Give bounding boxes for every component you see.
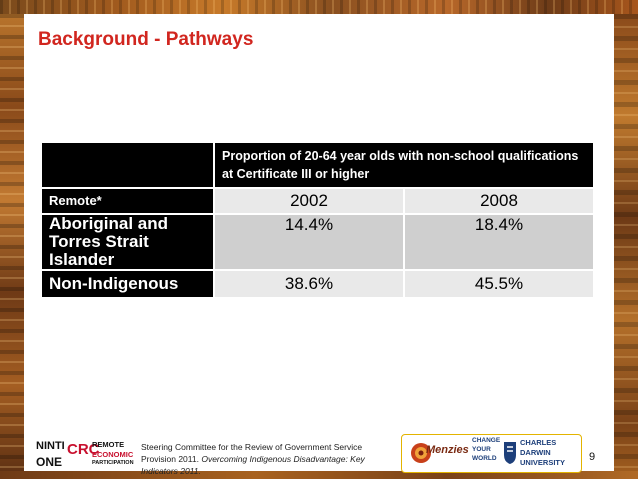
pathways-table: [40, 141, 595, 299]
menzies-logo-text: Menzies: [426, 444, 469, 456]
cdu-university-text: UNIVERSITY: [520, 458, 566, 467]
table-header-row: [41, 142, 594, 188]
value-cell: 18.4%: [404, 214, 594, 270]
left-border-texture: [0, 14, 24, 479]
logo-one-text: ONE: [36, 455, 63, 469]
logo-ninti-text: NINTI: [36, 440, 65, 452]
logo-crc-text: CRC: [67, 441, 100, 458]
year-cell: 2008: [404, 188, 594, 214]
table-year-row: [41, 188, 594, 214]
change-text: CHANGE: [472, 437, 501, 444]
table-header-cell: Proportion of 20-64 year olds with non-school qualifications at Certificate III or higher: [214, 142, 594, 188]
cdu-shield-icon: [503, 441, 517, 465]
logo-participation-text: PARTICIPATION: [92, 460, 134, 466]
ninti-one-crc-logo: [36, 440, 134, 472]
value-cell: 14.4%: [214, 214, 404, 270]
value-cell: 45.5%: [404, 270, 594, 298]
right-border-texture: [614, 14, 638, 479]
your-text: YOUR: [472, 446, 491, 453]
value-cell: 38.6%: [214, 270, 404, 298]
logo-remote-text: REMOTE: [92, 440, 125, 449]
cdu-darwin-text: DARWIN: [520, 448, 551, 457]
world-text: WORLD: [472, 455, 497, 462]
page-number: 9: [589, 451, 596, 463]
slide-title: Background - Pathways: [38, 29, 254, 50]
source-citation: [141, 441, 381, 477]
row-label-aboriginal: Aboriginal and Torres Strait Islander: [41, 214, 214, 270]
source-italic-text: Overcoming Indigenous Disadvantage: Key Indicators 2011.: [141, 454, 365, 476]
table-row: [41, 270, 594, 298]
top-border-texture: [0, 0, 638, 14]
table-row: [41, 214, 594, 270]
cdu-charles-text: CHARLES: [520, 438, 557, 447]
year-cell: 2002: [214, 188, 404, 214]
logo-economic-text: ECONOMIC: [92, 450, 134, 459]
row-label-non-indigenous: Non-Indigenous: [41, 270, 214, 298]
row-label-remote: Remote*: [41, 188, 214, 214]
partner-logos-box: [401, 434, 582, 473]
table-corner-cell: [41, 142, 214, 188]
source-plain-text: Steering Committee for the Review of Government Service Provision 2011.: [141, 442, 363, 464]
